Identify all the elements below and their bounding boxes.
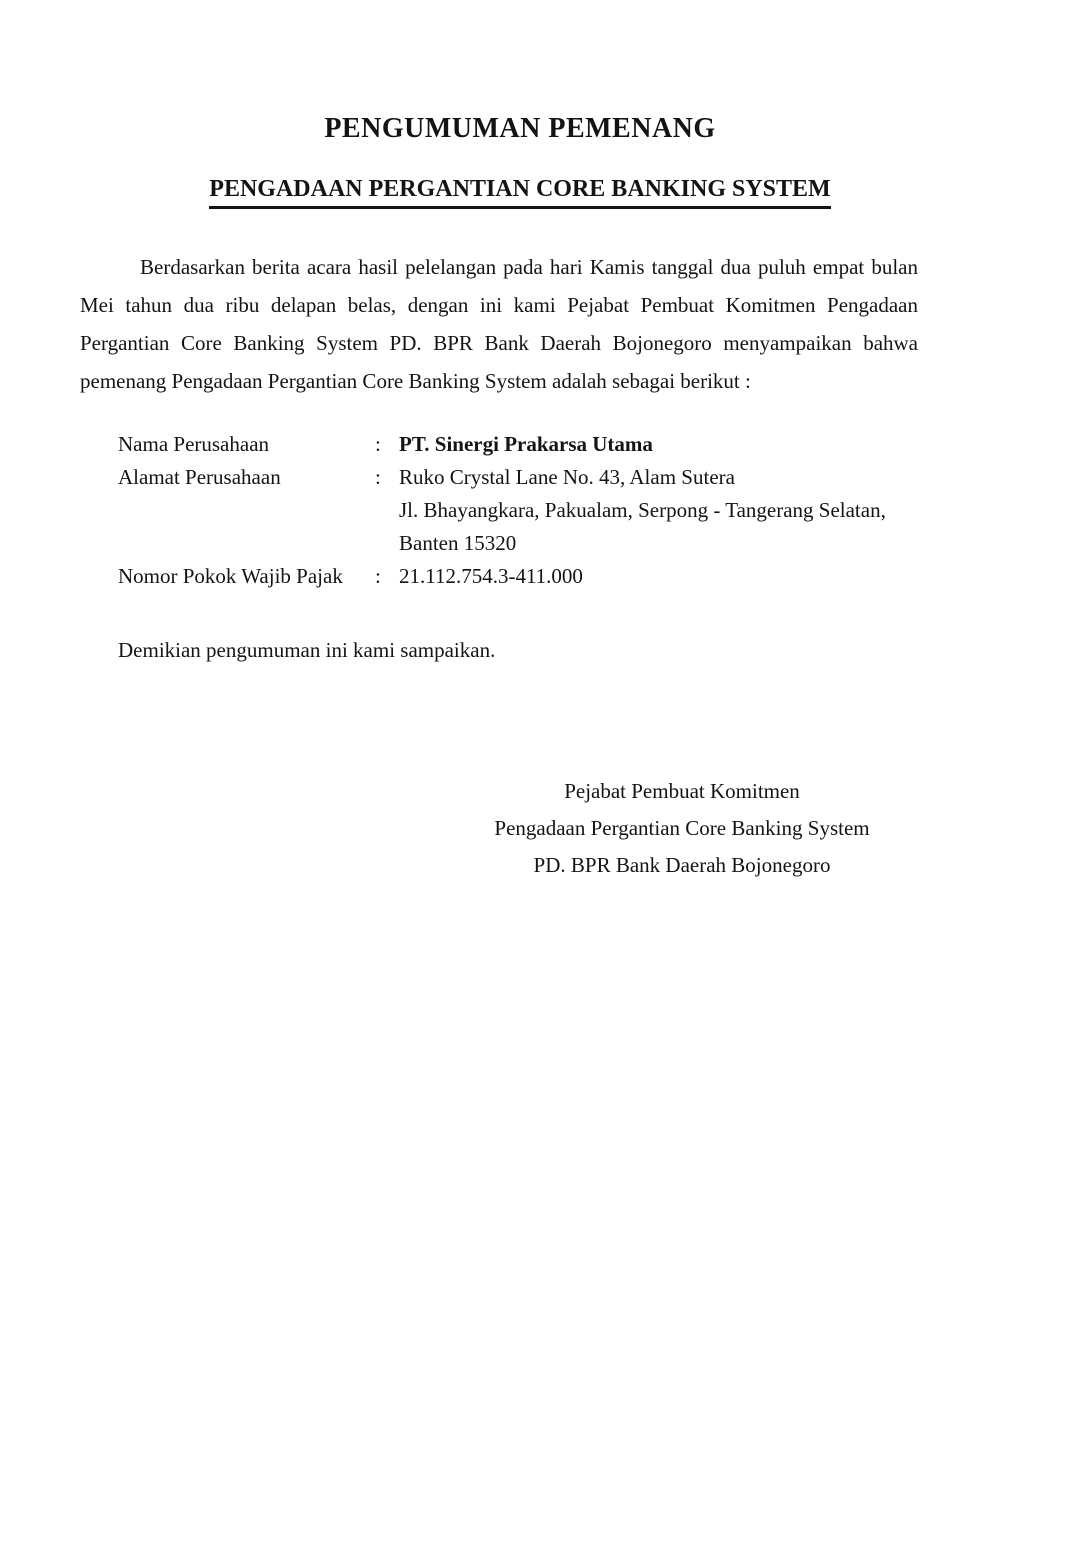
company-address-label: Alamat Perusahaan (118, 465, 281, 489)
signature-block (402, 773, 962, 884)
company-name-label: Nama Perusahaan (118, 432, 270, 456)
company-address-value (399, 461, 958, 560)
colon-separator: : (375, 465, 381, 489)
company-name-value: PT. Sinergi Prakarsa Utama (399, 432, 653, 456)
address-line-2: Jl. Bhayangkara, Pakualam, Serpong - Tangerang Selatan, (399, 498, 886, 522)
page-subtitle (80, 174, 960, 209)
closing-sentence: Demikian pengumuman ini kami sampaikan. (118, 638, 496, 662)
tax-number-label: Nomor Pokok Wajib Pajak (118, 564, 343, 588)
table-row-company-address (118, 461, 958, 560)
page-subtitle-text: PENGADAAN PERGANTIAN CORE BANKING SYSTEM (209, 174, 830, 209)
table-row-company-name (118, 428, 958, 461)
page-title: PENGUMUMAN PEMENANG (324, 113, 716, 144)
document-header (80, 112, 960, 209)
address-line-3: Banten 15320 (399, 531, 517, 555)
signature-line-project: Pengadaan Pergantian Core Banking System (494, 816, 870, 840)
colon-separator: : (375, 564, 381, 588)
address-line-1: Ruko Crystal Lane No. 43, Alam Sutera (399, 465, 735, 489)
winner-details-table (118, 428, 958, 593)
signature-line-role: Pejabat Pembuat Komitmen (564, 779, 800, 803)
table-row-tax-number (118, 560, 958, 593)
intro-paragraph: Berdasarkan berita acara hasil pelelangan pada hari Kamis tanggal dua puluh empat bulan Mei tahun dua ribu delapan belas, dengan ini kami Pejabat Pembuat Komitmen Pengadaan Pergantian Core Banking System PD. BPR Bank Daerah Bojonegoro menyampaikan bahwa pemenang Pengadaan Pergantian Core Banking System adalah sebagai berikut : (80, 255, 918, 393)
colon-separator: : (375, 432, 381, 456)
signature-line-organization: PD. BPR Bank Daerah Bojonegoro (533, 853, 831, 877)
tax-number-value: 21.112.754.3-411.000 (399, 564, 583, 588)
